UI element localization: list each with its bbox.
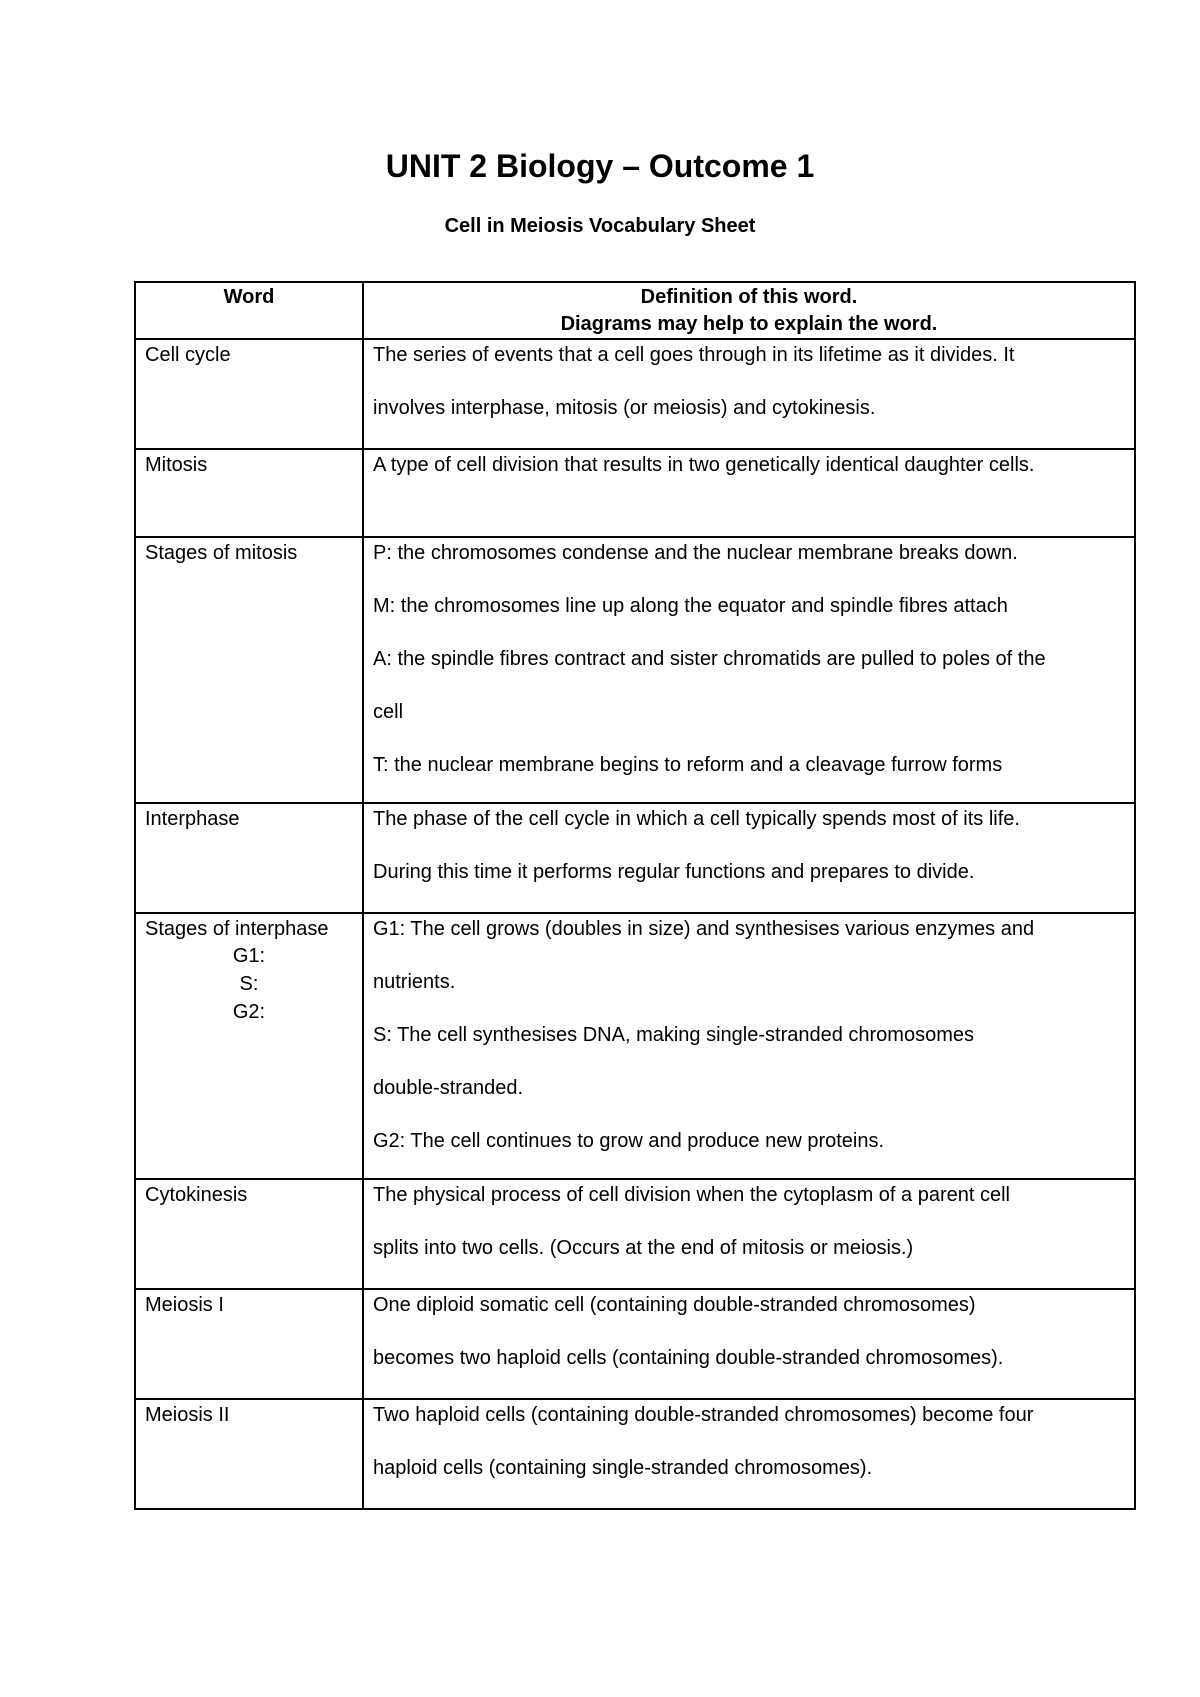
term: Interphase xyxy=(145,808,240,830)
definition-line: The phase of the cell cycle in which a cell typically spends most of its life. xyxy=(373,808,1020,830)
term: Cell cycle xyxy=(145,344,231,366)
table-row xyxy=(135,1179,1135,1289)
definition-line: Two haploid cells (containing double-stranded chromosomes) become four xyxy=(373,1404,1034,1426)
definition-cell xyxy=(363,1289,1135,1399)
definition-cell xyxy=(363,339,1135,449)
definition-line: During this time it performs regular functions and prepares to divide. xyxy=(373,861,975,883)
sub-label: S: xyxy=(239,973,259,995)
definition-line: haploid cells (containing single-stranded chromosomes). xyxy=(373,1457,873,1479)
definition-line: splits into two cells. (Occurs at the end of mitosis or meiosis.) xyxy=(373,1237,914,1259)
term-cell xyxy=(135,1179,363,1289)
term-cell xyxy=(135,449,363,537)
definition-cell xyxy=(363,1399,1135,1509)
definition-cell xyxy=(363,449,1135,537)
term-cell xyxy=(135,913,363,1179)
document-title: UNIT 2 Biology – Outcome 1 xyxy=(385,148,815,184)
definition-cell xyxy=(363,537,1135,803)
term: Stages of interphase xyxy=(145,918,329,940)
document-subtitle: Cell in Meiosis Vocabulary Sheet xyxy=(444,215,756,237)
definition-line: The physical process of cell division when the cytoplasm of a parent cell xyxy=(373,1184,1010,1206)
term: Meiosis II xyxy=(145,1404,230,1426)
definition-line: The series of events that a cell goes through in its lifetime as it divides. It xyxy=(373,344,1015,366)
table-row xyxy=(135,1399,1135,1509)
definition-line: nutrients. xyxy=(373,971,456,993)
definition-line: cell xyxy=(373,701,404,723)
definition-line: double-stranded. xyxy=(373,1077,524,1099)
term: Mitosis xyxy=(145,454,208,476)
header-definition xyxy=(363,282,1135,339)
term: Stages of mitosis xyxy=(145,542,298,564)
term-cell xyxy=(135,339,363,449)
definition-line: G2: The cell continues to grow and produce new proteins. xyxy=(373,1130,885,1152)
table-row xyxy=(135,449,1135,537)
sub-label: G2: xyxy=(232,1001,266,1023)
definition-cell xyxy=(363,803,1135,913)
header-definition-line1: Definition of this word. xyxy=(640,286,858,308)
definition-line: S: The cell synthesises DNA, making single-stranded chromosomes xyxy=(373,1024,974,1046)
table-row xyxy=(135,803,1135,913)
definition-line: A type of cell division that results in two genetically identical daughter cells. xyxy=(373,454,1035,476)
definition-cell xyxy=(363,1179,1135,1289)
definition-line: G1: The cell grows (doubles in size) and synthesises various enzymes and xyxy=(373,918,1035,940)
vocabulary-table xyxy=(134,281,1136,1510)
sub-label: G1: xyxy=(232,945,266,967)
header-definition-line2: Diagrams may help to explain the word. xyxy=(560,313,938,335)
table-row xyxy=(135,537,1135,803)
term: Meiosis I xyxy=(145,1294,224,1316)
table-row xyxy=(135,913,1135,1179)
table-row xyxy=(135,1289,1135,1399)
definition-line: involves interphase, mitosis (or meiosis) and cytokinesis. xyxy=(373,397,876,419)
term-cell xyxy=(135,1399,363,1509)
table-row xyxy=(135,339,1135,449)
header-word: Word xyxy=(135,282,363,339)
definition-line: A: the spindle fibres contract and sister chromatids are pulled to poles of the xyxy=(373,648,1046,670)
definition-cell xyxy=(363,913,1135,1179)
definition-line: becomes two haploid cells (containing double-stranded chromosomes). xyxy=(373,1347,1004,1369)
term-cell xyxy=(135,537,363,803)
definition-line: T: the nuclear membrane begins to reform and a cleavage furrow forms xyxy=(373,754,1003,776)
term-cell xyxy=(135,803,363,913)
definition-line: M: the chromosomes line up along the equator and spindle fibres attach xyxy=(373,595,1008,617)
term: Cytokinesis xyxy=(145,1184,248,1206)
table-header-row xyxy=(135,282,1135,339)
definition-line: P: the chromosomes condense and the nuclear membrane breaks down. xyxy=(373,542,1018,564)
term-cell xyxy=(135,1289,363,1399)
definition-line: One diploid somatic cell (containing double-stranded chromosomes) xyxy=(373,1294,976,1316)
